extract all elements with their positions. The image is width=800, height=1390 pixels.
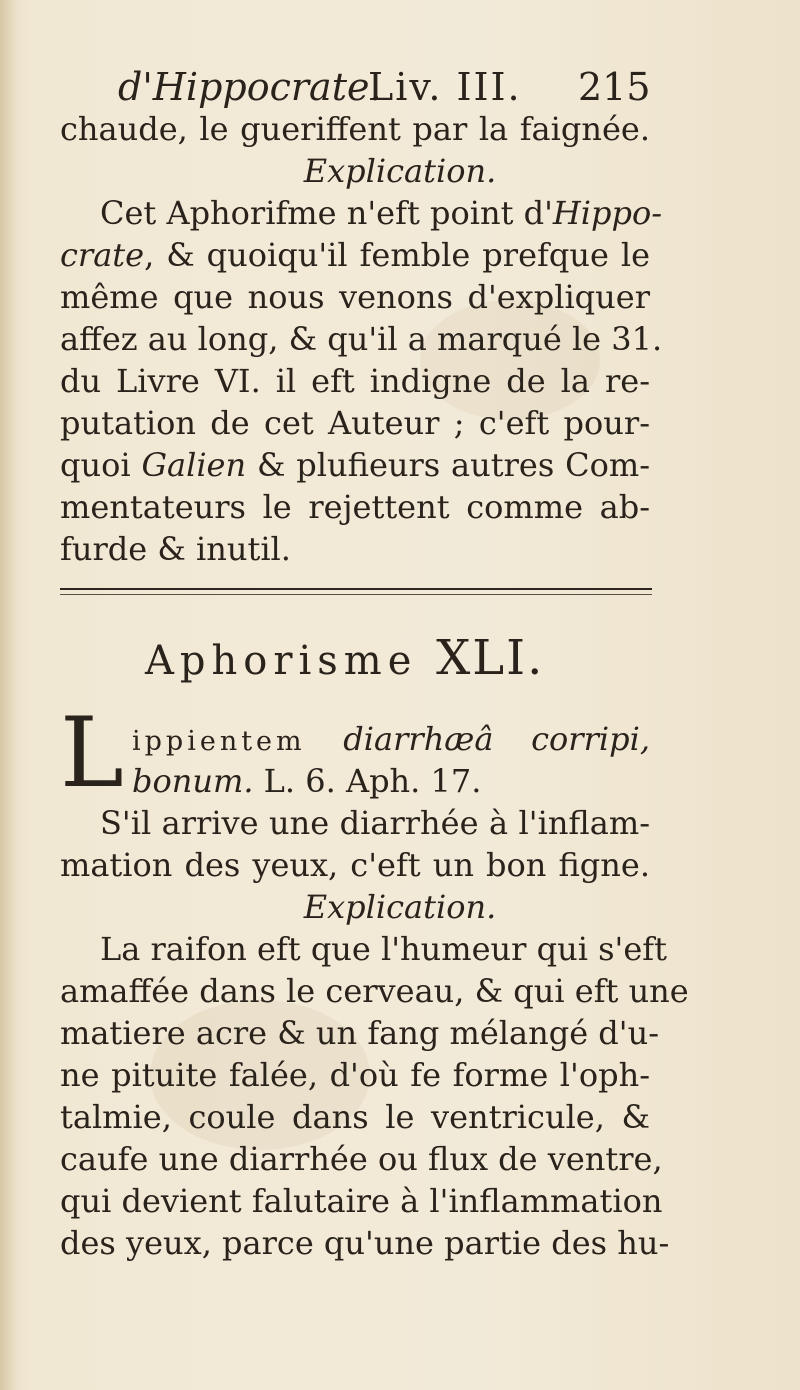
- page-number: 215: [578, 65, 651, 109]
- text-line: même que nous venons d'expliquer: [60, 278, 650, 316]
- aphorism-title: Aphorisme: [145, 638, 418, 684]
- text-line: affez au long, & qu'il a marqué le 31.: [60, 320, 663, 358]
- text-line: mation des yeux, c'eft un bon figne.: [60, 846, 650, 884]
- text-fragment: Galien: [141, 446, 247, 484]
- text-line: ne pituite falée, d'où fe forme l'oph-: [60, 1056, 650, 1094]
- text-line: du Livre VI. il eft indigne de la re-: [60, 362, 650, 400]
- text-line: [100, 192, 663, 234]
- latin-italic: bonum.: [132, 762, 254, 800]
- aphorism-heading: [145, 630, 645, 689]
- latin-line: [132, 760, 650, 802]
- section-divider: [60, 588, 652, 595]
- text-line: matiere acre & un fang mélangé d'u-: [60, 1014, 659, 1052]
- drop-cap: L: [60, 697, 124, 809]
- text-line: [60, 444, 650, 486]
- text-line: qui devient falutaire à l'inflammation: [60, 1182, 663, 1220]
- aphorism-number: XLI.: [436, 630, 545, 686]
- text-line: caufe une diarrhée ou flux de ventre,: [60, 1140, 663, 1178]
- latin-italic: diarrhæâ corripi,: [343, 720, 651, 758]
- text-line: La raifon eft que l'humeur qui s'eft: [100, 930, 667, 968]
- text-line: mentateurs le rejettent comme ab-: [60, 488, 650, 526]
- explication-heading: Explication.: [303, 888, 497, 926]
- text-fragment: Hippo-: [552, 194, 663, 232]
- text-line: S'il arrive une diarrhée à l'inflam-: [100, 804, 650, 842]
- text-fragment: crate: [60, 236, 145, 274]
- text-fragment: quoi: [60, 446, 142, 484]
- text-line: putation de cet Auteur ; c'eft pour-: [60, 404, 650, 442]
- text-fragment: Cet Aphorifme n'eft point d': [100, 194, 553, 232]
- text-line: des yeux, parce qu'une partie des hu-: [60, 1224, 670, 1262]
- header-title: d'Hippocrate.: [118, 65, 382, 109]
- text-fragment: , & quoiqu'il femble prefque le: [144, 236, 650, 274]
- text-line: talmie, coule dans le ventricule, &: [60, 1098, 650, 1136]
- text-fragment: & plufieurs autres Com-: [246, 446, 650, 484]
- page-spine-shadow: [0, 0, 16, 1390]
- text-line: [60, 234, 650, 276]
- latin-reference: L. 6. Aph. 17.: [263, 762, 482, 800]
- header-book: Liv. III.: [368, 65, 522, 109]
- text-line: furde & inutil.: [60, 530, 291, 568]
- latin-line: [132, 718, 650, 760]
- explication-heading: Explication.: [303, 152, 497, 190]
- text-line: amaffée dans le cerveau, & qui eft une: [60, 972, 689, 1010]
- running-header: [118, 62, 658, 112]
- text-line: chaude, le gueriffent par la faignée.: [60, 110, 650, 148]
- latin-smallcaps: ippientem: [132, 726, 306, 757]
